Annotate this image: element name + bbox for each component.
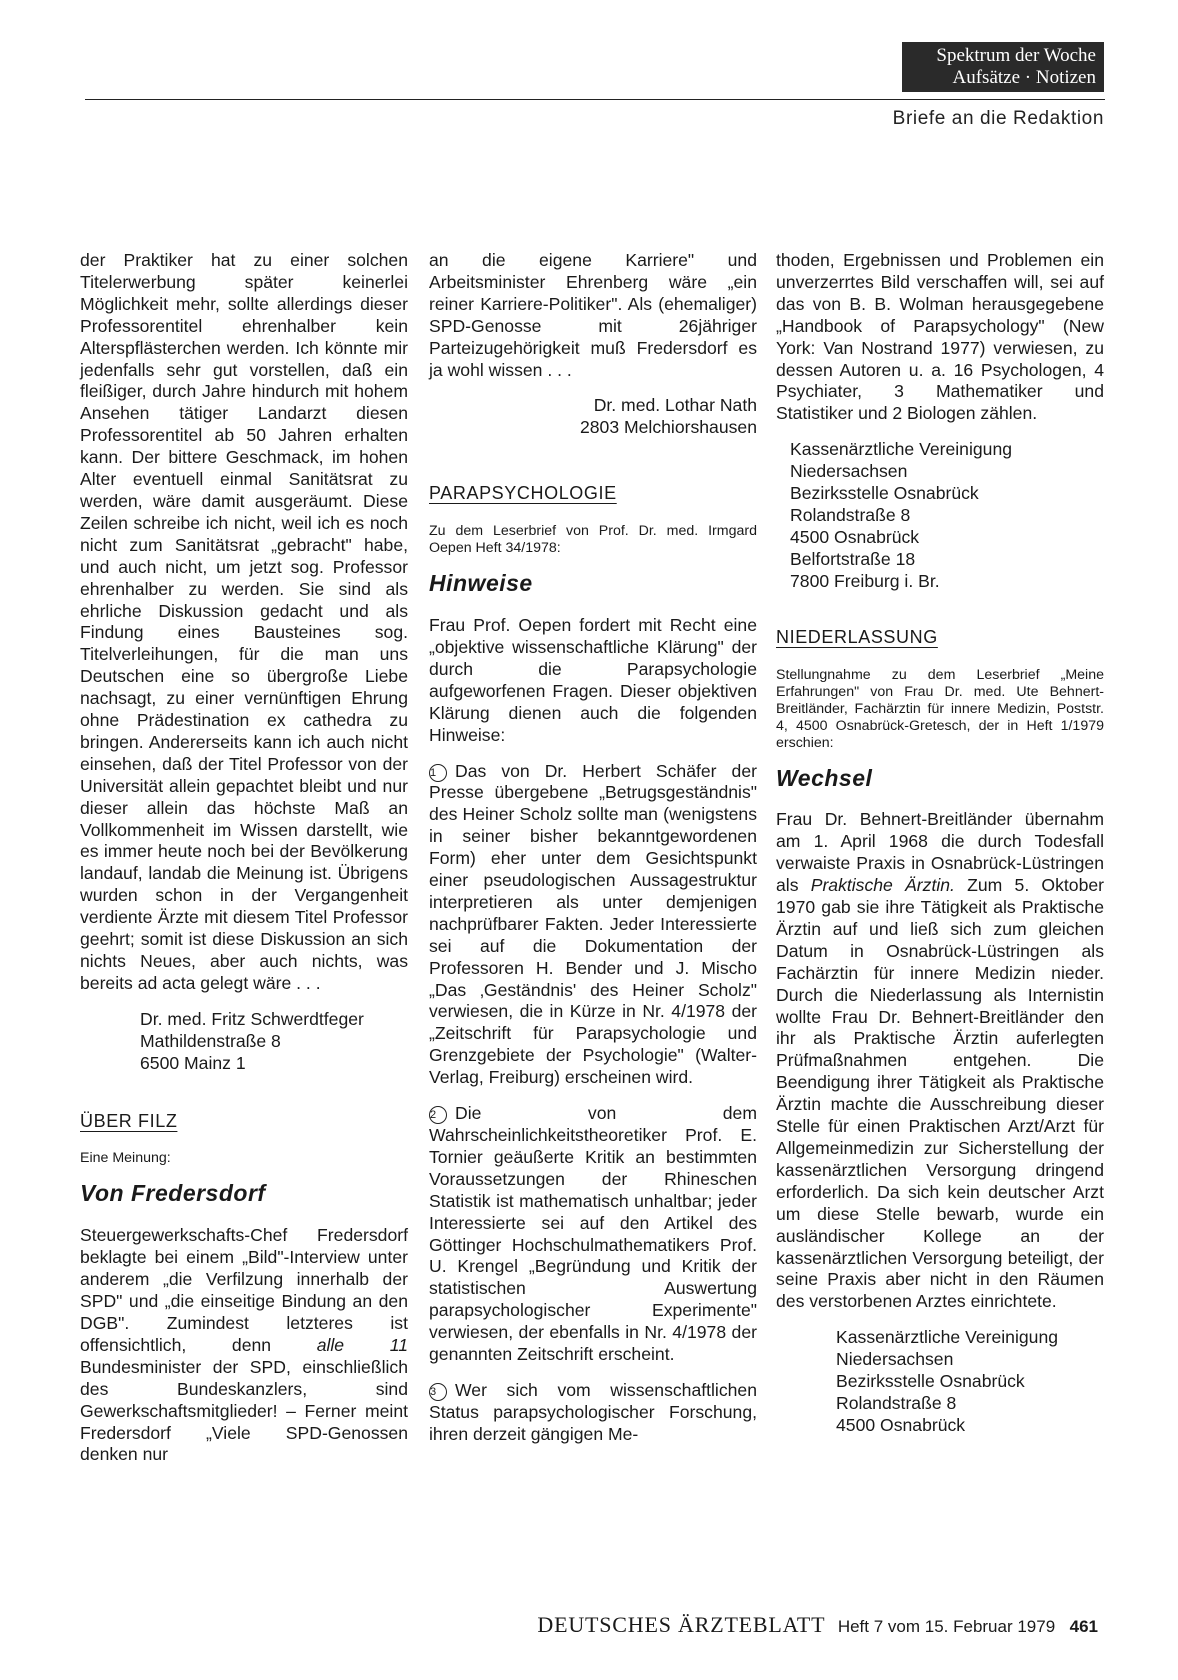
signature-line: Mathildenstraße 8 (140, 1030, 281, 1051)
signature-line: Dr. med. Lothar Nath (593, 395, 757, 416)
text-run: Wer sich vom wissenschaftlichen Status parapsychologischer Forschung, ihren derzeit gängigen Me- (429, 1379, 757, 1444)
signature-line: Bezirksstelle Osnabrück (790, 483, 979, 504)
magazine-name: DEUTSCHES ÄRZTEBLATT (537, 1612, 826, 1637)
signature-line: Dr. med. Fritz Schwerdtfeger (140, 1008, 364, 1029)
emphasis: alle 11 (316, 1334, 408, 1355)
page-footer (537, 1612, 1098, 1638)
letter-intro: Zu dem Leserbrief von Prof. Dr. med. Irmgard Oepen Heft 34/1978: (429, 523, 757, 557)
signature-line: Niedersachsen (836, 1349, 954, 1370)
header-rule (85, 99, 1105, 100)
emphasis: Praktische Ärztin. (810, 875, 955, 896)
circled-number: 3 (429, 1383, 447, 1401)
signature-line: 6500 Mainz 1 (140, 1052, 246, 1073)
column-1 (80, 250, 408, 1480)
topic-kicker: PARAPSYCHOLOGIE (429, 483, 617, 504)
text-run: Steuergewerkschafts-Chef Fredersdorf beklagte bei einem „Bild"-Interview unter anderem „die Verfilzung innerhalb der SPD" und „die einseitige Bindung an den DGB". Zumindest letzteres ist offensichtlich, denn (80, 1225, 408, 1355)
letter-intro: Eine Meinung: (80, 1150, 171, 1167)
letter-text: Frau Prof. Oepen fordert mit Recht eine „objektive wissenschaftliche Klärung" der durch die Parapsychologie aufgeworfenen Fragen. Dieser objektiven Klärung dienen auch die folgenden Hinweise: (429, 615, 757, 745)
letter-text (776, 809, 1104, 1313)
section-banner (902, 42, 1104, 92)
topic-kicker: NIEDERLASSUNG (776, 626, 938, 647)
numbered-point (429, 761, 757, 1090)
signature-line: Rolandstraße 8 (836, 1392, 957, 1413)
signature-line: 2803 Melchiorshausen (579, 417, 757, 438)
signature-line: 4500 Osnabrück (836, 1414, 966, 1435)
circled-number: 1 (429, 764, 447, 782)
letter-text (80, 1225, 408, 1466)
signature-line: 7800 Freiburg i. Br. (790, 570, 940, 591)
section-title: Briefe an die Redaktion (892, 108, 1104, 129)
text-run: Bundesminister der SPD, einschließlich des Bundeskanzlers, sind Gewerkschaftsmitglieder! – Ferner meint Fredersdorf „Viele SPD-Genossen denken nur (80, 1356, 408, 1465)
letter-signature (776, 439, 1104, 592)
issue-info: Heft 7 vom 15. Februar 1979 (837, 1617, 1056, 1636)
text-run: Zum 5. Oktober 1970 gab sie ihre Tätigkeit als Praktische Ärztin auf und ließ sich zum gleichen Datum in Osnabrück-Lüstringen als Fachärztin für innere Medizin nieder. Durch die Niederlassung als Internistin wollte Frau Dr. Behnert-Breitländer den ihr als Praktische Ärztin auferlegten Prüfmaßnahmen entgehen. Die Beendigung ihrer Tätigkeit als Praktische Ärztin machte die Ausschreibung dieser Stelle für einen Praktischen Arzt/Arzt für Allgemeinmedizin zur Sicherstellung der kassenärztlichen Versorgung dringend erforderlich. Da sich kein deutscher Arzt um diese Stelle bewarb, wurde ein ausländischer Kollege an der kassenärztlichen Versorgung beteiligt, der seine Praxis aber nicht in den Räumen des verstorbenen Arztes einrichtete. (776, 875, 1104, 1312)
letter-intro: Stellungnahme zu dem Leserbrief „Meine Erfahrungen" von Frau Dr. med. Ute Behnert-Breitländer, Fachärztin für innere Medizin, Poststr. 4, 4500 Osnabrück-Gretesch, der in Heft 1/1979 erschien: (776, 666, 1104, 751)
page-number: 461 (1069, 1617, 1098, 1636)
letter-signature (80, 1009, 408, 1075)
signature-line: Bezirksstelle Osnabrück (836, 1371, 1025, 1392)
letter-text: thoden, Ergebnissen und Problemen ein unverzerrtes Bild verschaffen will, sei auf das von B. B. Wolman herausgegebene „Handbook of Parapsychology" (New York: Van Nostrand 1977) verwiesen, zu dessen Autoren u. a. 16 Psychologen, 4 Psychiater, 3 Mathematiker und Statistiker und 2 Biologen zählen. (776, 250, 1104, 424)
signature-line: 4500 Osnabrück (790, 526, 920, 547)
letter-text: der Praktiker hat zu einer solchen Titelerwerbung später keinerlei Möglichkeit mehr, sollte allerdings dieser Professorentitel ehrenhalber kein Alterspflästerchen werden. Ich könnte mir jedenfalls sehr gut vorstellen, daß ein fleißiger, durch Jahre hindurch mit hohem Ansehen tätiger Landarzt diesen Professorentitel ab 50 Jahren erhalten kann. Der bittere Geschmack, im hohen Alter eventuell einmal Sanitätsrat zu werden, wäre damit ausgeräumt. Diese Zeilen schreibe ich nicht, weil ich es noch nicht zum Sanitätsrat „gebracht" habe, und auch nicht, um jetzt sog. Professor ehrenhalber zu werden. Sie sind als ehrliche Diskussion gedacht und als Findung eines Bausteines sog. Titelverleihungen, für die man uns Deutschen eine so übergroße Liebe nachsagt, zu einer vernünftigen Ehrung ohne Prädestination ex cathedra zu bringen. Andererseits kann ich auch nicht einsehen, daß der Titel Professor von der Universität allein gepachtet bleibt und nur dieser allein das höchste Maß an Vollkommenheit im Wissen darstellt, wie es immer heute noch bei der Bevölkerung landauf, landab die Meinung ist. Übrigens wurden schon in der Vergangenheit verdiente Ärzte mit diesem Titel Professor geehrt; somit ist diese Diskussion an sich nichts Neues, aber auch nichts, was bereits ad acta gelegt wäre . . . (80, 250, 408, 993)
letter-text: an die eigene Karriere" und Arbeitsminister Ehrenberg wäre „ein reiner Karriere-Politiker". Als (ehemaliger) SPD-Genosse mit 26jähriger Parteizugehörigkeit muß Fredersdorf es ja wohl wissen . . . (429, 250, 757, 380)
text-run: Das von Dr. Herbert Schäfer der Presse übergebene „Betrugsgeständnis" des Heiner Scholz sollte man (wenigstens in seiner bisher bekanntgewordenen Form) eher unter dem Gesichtspunkt einer pseudologischen Aussagestruktur interpretieren als unter demjenigen nachprüfbarer Fakten. Jeder Interessierte sei auf die Dokumentation der Professoren H. Bender und J. Mischo „Das ‚Geständnis' des Heiner Scholz" verwiesen, die in Kürze in Nr. 4/1978 der „Zeitschrift für Parapsychologie und Grenzgebiete der Psychologie" (Walter-Verlag, Freiburg) erscheinen wird. (429, 760, 757, 1088)
signature-line: Niedersachsen (790, 461, 908, 482)
signature-line: Kassenärztliche Vereinigung (836, 1327, 1059, 1348)
signature-line: Belfortstraße 18 (790, 548, 916, 569)
circled-number: 2 (429, 1106, 447, 1124)
text-run: Frau Dr. Behnert-Breitländer übernahm am 1. April 1968 die durch Todesfall verwaiste Praxis in Osnabrück-Lüstringen als (776, 809, 1104, 896)
letter-headline: Von Fredersdorf (80, 1180, 266, 1207)
text-run: Die von dem Wahrscheinlichkeitstheoretiker Prof. E. Tornier geäußerte Kritik an bestimmten Voraussetzungen der Rhineschen Statistik ist mathematisch unhaltbar; jeder Interessierte sei auf den Artikel des Göttinger Hochschulmathematikers Prof. U. Krengel „Begründung und Kritik der statistischen Auswertung parapsychologischer Experimente" verwiesen, der ebenfalls in Nr. 4/1978 der genannten Zeitschrift erscheint. (429, 1103, 757, 1365)
letter-headline: Wechsel (776, 764, 873, 791)
banner-line-2: Aufsätze · Notizen (952, 67, 1096, 88)
numbered-point (429, 1103, 757, 1366)
letter-signature (429, 395, 757, 439)
column-2 (429, 250, 757, 1460)
signature-line: Kassenärztliche Vereinigung (790, 439, 1013, 460)
letter-signature (776, 1327, 1104, 1437)
topic-kicker: ÜBER FILZ (80, 1110, 178, 1131)
numbered-point (429, 1380, 757, 1446)
column-3 (776, 250, 1104, 1453)
letter-headline: Hinweise (429, 570, 533, 597)
banner-line-1: Spektrum der Woche (936, 45, 1096, 66)
signature-line: Rolandstraße 8 (790, 504, 911, 525)
